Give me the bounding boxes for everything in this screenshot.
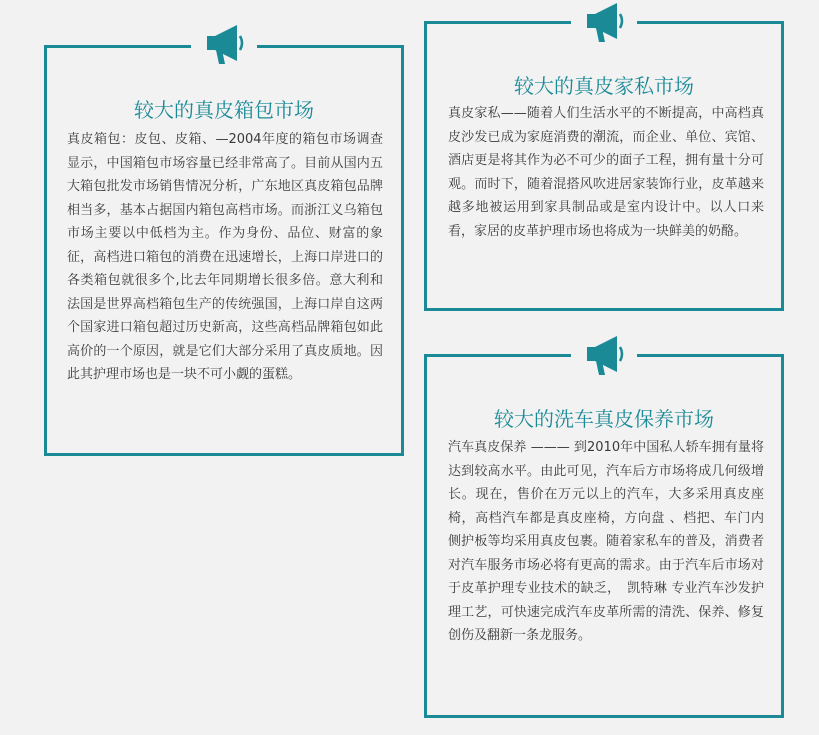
card-car-leather-care [424, 354, 784, 718]
card-body: 汽车真皮保养 ——— 到2010年中国私人轿车拥有量将达到较高水平。由此可见，汽车后方市场将成几何级增长。现在，售价在万元以上的汽车，大多采用真皮座椅，高档汽车都是真皮座椅，方向盘 、档把、车门内侧护板等均采用真皮包裹。随着家私车的普及，消费者对汽车服务市场必将有更高的需求。由于汽车后市场对于皮革护理专业技术的缺乏， 凯特琳 专业汽车沙发护理工艺，可快速完成汽车皮革所需的清洗、保养、修复创伤及翻新一条龙服务。 [448, 440, 764, 643]
card-leather-luggage [44, 45, 404, 456]
megaphone-icon [191, 22, 257, 68]
megaphone-icon [571, 333, 637, 379]
card-title: 较大的真皮箱包市场 [134, 98, 314, 122]
megaphone-icon [571, 0, 637, 46]
card-body: 真皮箱包：皮包、皮箱、—2004年度的箱包市场调查显示，中国箱包市场容量已经非常高了。目前从国内五大箱包批发市场销售情况分析，广东地区真皮箱包品牌相当多，基本占据国内箱包高档市场。而浙江义乌箱包市场主要以中低档为主。作为身份、品位、财富的象征，高档进口箱包的消费在迅速增长，上海口岸进口的各类箱包就很多个,比去年同期增长很多倍。意大利和法国是世界高档箱包生产的传统强国，上海口岸自这两个国家进口箱包超过历史新高，这些高档品牌箱包如此高价的一个原因，就是它们大部分采用了真皮质地。因此其护理市场也是一块不可小觑的蛋糕。 [67, 132, 383, 382]
card-body: 真皮家私——随着人们生活水平的不断提高，中高档真皮沙发已成为家庭消费的潮流，而企业、单位、宾馆、酒店更是将其作为必不可少的面子工程，拥有量十分可观。而时下，随着混搭风吹进居家装饰行业，皮革越来越多地被运用到家具制品或是室内设计中。以人口来看，家居的皮革护理市场也将成为一块鲜美的奶酪。 [448, 106, 764, 239]
card-leather-furniture [424, 21, 784, 311]
card-title: 较大的洗车真皮保养市场 [494, 407, 714, 431]
card-title: 较大的真皮家私市场 [514, 74, 694, 98]
